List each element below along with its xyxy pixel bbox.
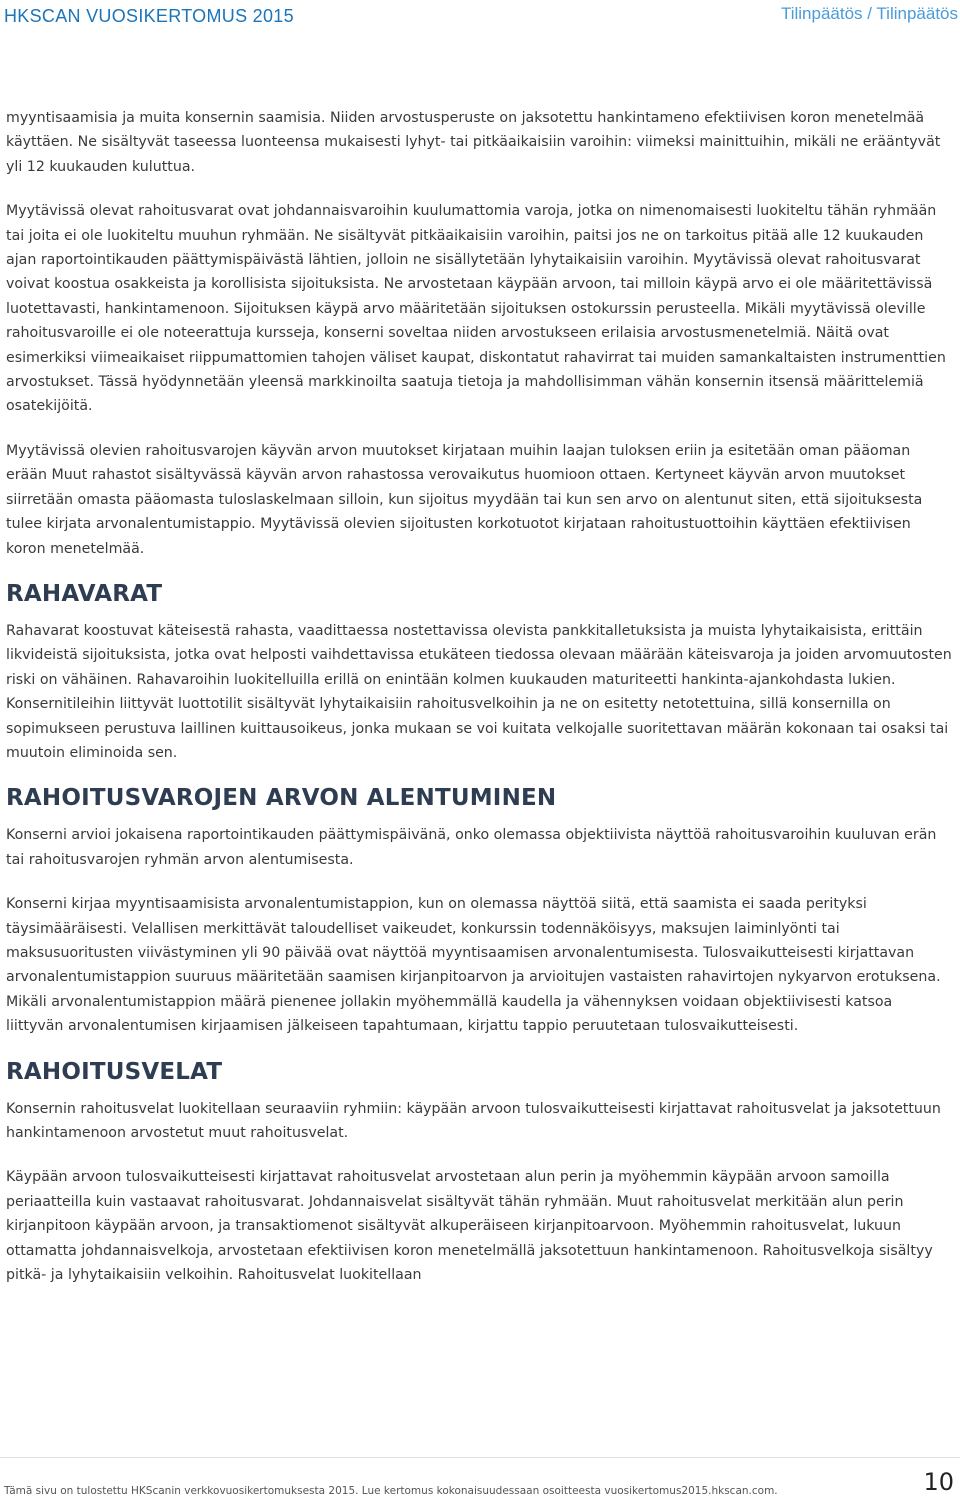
page-footer — [0, 1457, 960, 1508]
body-paragraph: Myytävissä olevat rahoitusvarat ovat johdannaisvaroihin kuulumattomia varoja, jotka on nimenomaisesti luokiteltu tähän ryhmään tai joita ei ole luokiteltu muuhun ryhmään. Ne sisältyvät pitkäaikaisiin varoihin, paitsi jos ne on tarkoitus pitää alle 12 kuukauden ajan raportointikauden päättymispäivästä lähtien, jolloin ne sisällytetään lyhytaikaisiin varoihin. Myytävissä olevat rahoitusvarat voivat koostua osakkeista ja korollisista sijoituksista. Ne arvostetaan käypään arvoon, tai milloin käypä arvo ei ole määritettävissä luotettavasti, hankintamenoon. Sijoituksen käypä arvo määritetään sijoituksen ostokurssin perusteella. Mikäli myytävissä oleville rahoitusvaroille ei ole noteerattuja kursseja, konserni soveltaa niiden arvostukseen erilaisia arvostusmenetelmiä. Näitä ovat esimerkiksi viimeaikaiset riippumattomien tahojen väliset kaupat, diskontatut rahavirrat tai muiden samankaltaisten instrumenttien arvostukset. Tässä hyödynnetään yleensä markkinoilta saatuja tietoja ja mahdollisimman vähän konsernin itsensä määrittelemiä osatekijöitä. — [6, 203, 946, 415]
breadcrumb[interactable]: Tilinpäätös / Tilinpäätös — [780, 4, 958, 23]
body-paragraph: Rahavarat koostuvat käteisestä rahasta, vaadittaessa nostettavissa olevista pankkitalletuksista ja muista lyhytaikaisista, erittäin likvideistä sijoituksista, jotka ovat helposti vaihdettavissa etukäteen tiedossa olevaan määrään käteisvaroja ja joiden arvomuutosten riski on vähäinen. Rahavaroihin luokitelluilla erillä on enintään kolmen kuukauden maturiteetti hankinta-ajankohdasta lukien. Konsernitileihin liittyvät luottotilit sisältyvät lyhytaikaisiin rahoitusvelkoihin ja ne on esitetty netotettuina, sillä konsernilla on sopimukseen perustuva laillinen kuittausoikeus, jonka mukaan se voi kuitata velkojalle suoritettavan määrän kokonaan tai osaksi tai muutoin eliminoida sen. — [6, 622, 952, 761]
body-paragraph: Konsernin rahoitusvelat luokitellaan seuraaviin ryhmiin: käypään arvoon tulosvaikutteisesti kirjattavat rahoitusvelat ja jaksotettuun hankintamenoon arvostetut muut rahoitusvelat. — [6, 1100, 941, 1141]
report-title[interactable]: HKSCAN VUOSIKERTOMUS 2015 — [4, 6, 294, 26]
body-paragraph: Konserni arvioi jokaisena raportointikauden päättymispäivänä, onko olemassa objektiivista näyttöä rahoitusvaroihin kuuluvan erän tai rahoitusvarojen ryhmän arvon alentumisesta. — [6, 827, 937, 868]
print-note: Tämä sivu on tulostettu HKScanin verkkovuosikertomuksesta 2015. Lue kertomus kokonaisuudessaan osoitteesta vuosikertomus2015.hkscan.com. — [4, 1485, 778, 1497]
page-number: 10 — [923, 1468, 954, 1496]
body-paragraph: Myytävissä olevien rahoitusvarojen käyvän arvon muutokset kirjataan muihin laajan tuloksen eriin ja esitetään oman pääoman erään Muut rahastot sisältyvässä käyvän arvon rahastossa verovaikutus huomioon ottaen. Kertyneet käyvän arvon muutokset siirretään omasta pääomasta tuloslaskelmaan silloin, kun sijoitus myydään tai kun sen arvo on alentunut siten, että sijoituksesta tulee kirjata arvonalentumistappio. Myytävissä olevien sijoitusten korkotuotot kirjataan rahoitustuottoihin käyttäen efektiivisen koron menetelmää. — [6, 442, 923, 557]
body-paragraph: Käypään arvoon tulosvaikutteisesti kirjattavat rahoitusvelat arvostetaan alun perin ja myöhemmin käypään arvoon samoilla periaatteilla kuin vastaavat rahoitusvarat. Johdannaisvelat sisältyvät tähän ryhmään. Muut rahoitusvelat merkitään alun perin kirjanpitoon käypään arvoon, ja transaktiomenot sisältyvät alkuperäiseen kirjanpitoarvoon. Myöhemmin rahoitusvelat, lukuun ottamatta johdannaisvelkoja, arvostetaan efektiivisen koron menetelmällä jaksotettuun hankintamenoon. Rahoitusvelkoja sisältyy pitkä- ja lyhytaikaisiin velkoihin. Rahoitusvelat luokitellaan — [6, 1169, 933, 1284]
body-paragraph: Konserni kirjaa myyntisaamisista arvonalentumistappion, kun on olemassa näyttöä siitä, että saamista ei saada perityksi täysimääräisesti. Velallisen merkittävät taloudelliset vaikeudet, konkurssin todennäköisyys, maksujen laiminlyönti tai maksusuoritusten viivästyminen yli 90 päivää ovat näyttöä myyntisaamisen arvonalentumisesta. Tulosvaikutteisesti kirjattavan arvonalentumistappion suuruus määritetään saamisen kirjanpitoarvon ja arvioitujen vastaisten rahavirtojen nykyarvon erotuksena. Mikäli arvonalentumistappion määrä pienenee jollakin myöhemmällä kaudella ja vähennyksen voidaan objektiivisesti katsoa liittyvän arvonalentumisen kirjaamisen jälkeiseen tapahtumaan, kirjattu tappio peruutetaan tulosvaikutteisesti. — [6, 896, 941, 1035]
section-heading-rahavarat: RAHAVARAT — [6, 580, 163, 607]
section-heading-arvon-alentuminen: RAHOITUSVAROJEN ARVON ALENTUMINEN — [6, 785, 557, 812]
main-content — [6, 106, 954, 1307]
body-paragraph: myyntisaamisia ja muita konsernin saamisia. Niiden arvostusperuste on jaksotettu hankintameno efektiivisen koron menetelmää käyttäen. Ne sisältyvät taseessa luonteensa mukaisesti lyhyt- tai pitkäaikaisiin varoihin: viimeksi mainittuihin, mikäli ne erääntyvät yli 12 kuukauden kuluttua. — [6, 110, 941, 175]
page-header — [0, 0, 960, 36]
section-heading-rahoitusvelat: RAHOITUSVELAT — [6, 1058, 223, 1085]
